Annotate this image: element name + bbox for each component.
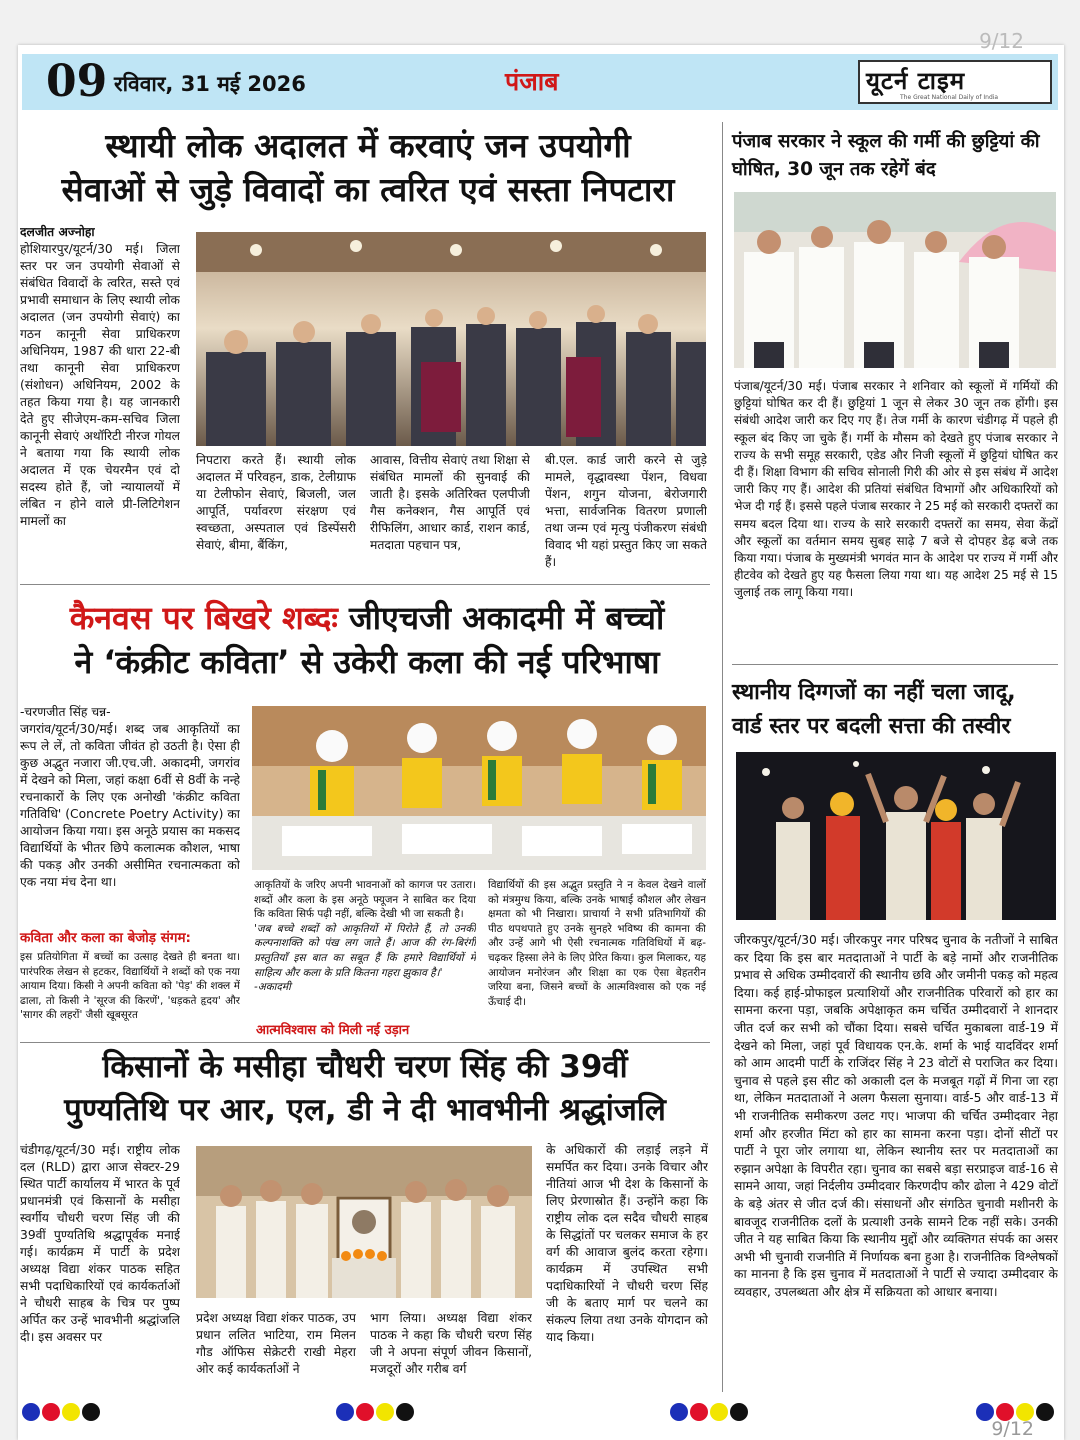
article3-text-1: चंडीगढ़/यूटर्न/30 मई। राष्ट्रीय लोक दल (RLD) द्वारा आज सेक्टर-29 स्थित पार्टी कार्यालय में भारत के पूर्व प्रधानमंत्री एवं किसानों के मसीहा स्वर्गीय चौधरी चरण सिंह जी की 39वीं पुण्यतिथि श्रद्धापूर्वक मनाई गई। कार्यक्रम में पार्टी के प्रदेश अध्यक्ष विद्या शंकर पाठक सहित सभी पदाधिकारियों एवं कार्यकर्ताओं ने चौधरी साहब के चित्र पर पुष्प अर्पित कर उन्हें भावभीनी श्रद्धांजलि दी। इस अवसर पर xyxy=(20,1143,180,1344)
black-dot-icon xyxy=(82,1403,100,1421)
article4-headline-line2: घोषित, 30 जून तक रहेगें बंद xyxy=(732,159,936,180)
article-separator-right xyxy=(732,664,1058,665)
article2-headline-line2: ने ‘कंक्रीट कविता’ से उकेरी कला की नई परिभाषा xyxy=(74,643,660,681)
page-number: 09 xyxy=(46,56,108,107)
yellow-dot-icon xyxy=(376,1403,394,1421)
article2-subhead: कविता और कला का बेजोड़ संगम: xyxy=(20,930,191,946)
article2-quote: 'जब बच्चे शब्दों को आकृतियों में पिरोते हैं, तो उनकी कल्पनाशक्ति को पंख लग जाते हैं। आज की रंग-बिरंगी प्रस्तुतियाँ इस बात का सबूत हैं कि हमारे विद्यार्थियों में साहित्य और कला के प्रति कितना गहरा झुकाव है।' xyxy=(254,922,476,979)
black-dot-icon xyxy=(1036,1403,1054,1421)
article1-col3 xyxy=(370,452,530,578)
article2-headline xyxy=(22,596,712,684)
article3-headline-line2: पुण्यतिथि पर आर, एल, डी ने दी भावभीनी श्रद्धांजलि xyxy=(64,1092,666,1128)
blue-dot-icon xyxy=(670,1403,688,1421)
page-counter-top: 9/12 xyxy=(979,29,1024,53)
article1-photo xyxy=(196,232,706,446)
yellow-dot-icon xyxy=(710,1403,728,1421)
issue-date: रविवार, 31 मई 2026 xyxy=(114,72,306,96)
red-dot-icon xyxy=(356,1403,374,1421)
yellow-dot-icon xyxy=(62,1403,80,1421)
article2-headline-rest: जीएचजी अकादमी में बच्चों xyxy=(348,599,665,637)
blue-dot-icon xyxy=(22,1403,40,1421)
article2-text-1b: इस प्रतियोगिता में बच्चों का उत्साह देखते ही बनता था। पारंपरिक लेखन से हटकर, विद्यार्थियों ने शब्दों को एक नया आयाम दिया। किसी ने अपनी कविता को 'पेड़' की शक्ल में ढाला, तो किसी ने 'सूरज की किरणें', 'धड़कते हृदय' और 'सागर की लहरों' जैसी खूबसूरत xyxy=(20,951,240,1022)
classroom-image xyxy=(252,706,706,870)
registration-marks-3 xyxy=(670,1403,748,1421)
article1-col1 xyxy=(20,224,180,576)
article1-col4 xyxy=(545,452,707,578)
election-celebration-image xyxy=(736,752,1056,920)
article2-text-1: जगरांव/यूटर्न/30/मई। शब्द जब आकृतियों का रूप ले लें, तो कविता जीवंत हो उठती है। ऐसा ही कुछ अद्भुत नजारा जी.एच.जी. अकादमी, जगरांव में देखने को मिला, जहां कक्षा 6वीं से 8वीं के नन्हे रचनाकारों के लिए एक अनोखी 'कंक्रीट कविता गतिविधि' (Concrete Poetry Activity) का आयोजन किया गया। इस अनूठे प्रयास का मकसद विद्यार्थियों के भीतर छिपे कलात्मक कौशल, भाषा की पकड़ और उनकी असीमित रचनात्मकता को एक नया मंच देना था। xyxy=(20,722,240,889)
article2-col1b xyxy=(20,950,240,1042)
article3-text-2: प्रदेश अध्यक्ष विद्या शंकर पाठक, उप प्रधान ललित भाटिया, राम मिलन गौड ऑफिस सेक्रेटरी राखी मेहरा ओर कई कार्यकर्ताओं ने xyxy=(196,1311,356,1376)
article3-col1 xyxy=(20,1142,180,1392)
article3-headline xyxy=(20,1046,710,1132)
article1-byline: दलजीत अज्नोहा xyxy=(20,225,95,239)
article2-photo xyxy=(252,706,706,870)
logo-tagline: The Great National Daily of India xyxy=(900,94,999,101)
article5-headline-line2: वार्ड स्तर पर बदली सत्ता की तस्वीर xyxy=(732,714,1011,739)
registration-marks-2 xyxy=(336,1403,414,1421)
article-separator xyxy=(20,584,710,585)
article4-headline xyxy=(732,128,1057,184)
article2-col3 xyxy=(488,878,706,1038)
article3-text-4: के अधिकारों की लड़ाई लड़ने में समर्पित कर दिया। उनके विचार और नीतियां आज भी देश के किसानों के लिए प्रेरणास्रोत हैं। उन्होंने कहा कि राष्ट्रीय लोक दल सदैव चौधरी साहब के सिद्धांतों पर चलकर समाज के हर वर्ग की आवाज बुलंद करता रहेगा। कार्यक्रम में उपस्थित सभी पदाधिकारियों ने चौधरी चरण सिंह जी के बताए मार्ग पर चलने का संकल्प लिया तथा उनके योगदान को याद किया। xyxy=(546,1143,708,1344)
section-title: पंजाब xyxy=(505,67,559,96)
article3-col2 xyxy=(196,1310,356,1392)
article2-headline-line1 xyxy=(22,596,712,640)
column-divider xyxy=(722,122,723,1392)
article2-text-2: आकृतियों के जरिए अपनी भावनाओं को कागज पर उतारा। शब्दों और कला के इस अनूठे फ्यूजन ने साबित कर दिया कि कविता सिर्फ पढ़ी नहीं, बल्कि देखी भी जा सकती है। xyxy=(254,879,476,921)
logo-text: यूटर्न टाइम xyxy=(866,67,966,95)
article1-col2 xyxy=(196,452,356,578)
article3-col4 xyxy=(546,1142,708,1392)
article1-text-4: बी.एल. कार्ड जारी करने से जुड़े मामले, वृद्धावस्था पेंशन, विधवा पेंशन, शगुन योजना, बेरोजगारी भत्ता, सार्वजनिक वितरण प्रणाली तथा जन्म एवं मृत्यु पंजीकरण संबंधी विवाद भी यहां प्रस्तुत किए जा सकते हैं। xyxy=(545,453,707,569)
red-dot-icon xyxy=(42,1403,60,1421)
article5-headline-line1: स्थानीय दिग्गजों का नहीं चला जादू, xyxy=(732,680,1016,705)
article4-text: पंजाब/यूटर्न/30 मई। पंजाब सरकार ने शनिवार को स्कूलों में गर्मियों की छुट्टियां घोषित कर दी हैं। छुट्टियां 1 जून से लेकर 30 जून तक होंगी। इस संबंधी आदेश जारी कर दिए गए हैं। तेज गर्मी के कारण चंडीगढ़ में पहले ही स्कूल बंद किए जा चुके हैं। गर्मी के मौसम को देखते हुए पंजाब सरकार ने राज्य के सभी समूह सरकारी, एडेड और निजी स्कूलों में छुट्टियां घोषित कर दी हैं। शिक्षा विभाग की सचिव सोनाली गिरी की ओर से इस संबंध में आदेश जारी किए गए हैं। आदेश की प्रतियां संबंधित विभागों और अधिकारियों को भेज दी गई हैं। इससे पहले पंजाब सरकार ने 25 मई को सरकारी दफ्तरों का समय बदल दिया था। राज्य के सारे सरकारी दफ्तरों का समय, सेवा केंद्रों और स्कूलों का वर्तमान समय सुबह साढ़े 7 बजे से दोपहर डेढ़ बजे तक किया गया। पंजाब के मुख्यमंत्री भगवंत मान के आदेश पर राज्य में गर्मी और हीटवेव को देखते हुए यह फैसला लिया गया था। यह आदेश 25 मई से 15 जुलाई तक लागू किया गया। xyxy=(734,379,1058,600)
red-dot-icon xyxy=(690,1403,708,1421)
masthead-logo xyxy=(858,60,1052,104)
article1-headline-line2: सेवाओं से जुड़े विवादों का त्वरित एवं सस्ता निपटारा xyxy=(61,170,675,209)
article4-photo xyxy=(734,192,1056,368)
article2-subhead2: आत्मविश्वास को मिली नई उड़ान xyxy=(256,1023,410,1038)
students-umbrella-image xyxy=(734,192,1056,368)
article2-text-3: विद्यार्थियों की इस अद्भुत प्रस्तुति ने न केवल देखने वालों को मंत्रमुग्ध किया, बल्कि उनके भाषाई कौशल और लेखन क्षमता को भी निखारा। प्राचार्या ने सभी प्रतिभागियों की पीठ थपथपाते हुए उनके सुनहरे भविष्य की कामना की और उन्हें आगे भी ऐसी रचनात्मक गतिविधियों में बढ़-चढ़कर हिस्सा लेने के लिए प्रेरित किया। कुल मिलाकर, यह आयोजन मनोरंजन और शिक्षा का एक ऐसा बेहतरीन जरिया बना, जिसने बच्चों के आत्मविश्वास को एक नई ऊँचाई दी। xyxy=(488,879,706,1008)
article4-body xyxy=(734,378,1058,656)
blue-dot-icon xyxy=(336,1403,354,1421)
article3-photo xyxy=(196,1146,532,1298)
article1-text-2: निपटारा करते हैं। स्थायी लोक अदालत में परिवहन, डाक, टेलीग्राफ या टेलीफोन सेवाएं, बिजली, जल आपूर्ति, पर्यावरण संरक्षण एवं स्वच्छता, अस्पताल एवं डिस्पेंसरी सेवाएं, बीमा, बैंकिंग, xyxy=(196,453,356,552)
article5-body xyxy=(734,932,1058,1390)
article2-headline-kicker: कैनवस पर बिखरे शब्दः xyxy=(69,599,338,637)
page-counter-bottom: 9/12 xyxy=(991,1418,1034,1440)
tribute-gathering-image xyxy=(196,1146,532,1298)
article-separator-2 xyxy=(20,1042,710,1043)
article1-headline-line1: स्थायी लोक अदालत में करवाएं जन उपयोगी xyxy=(105,126,631,165)
article2-col2 xyxy=(254,878,476,1028)
article5-text: जीरकपुर/यूटर्न/30 मई। जीरकपुर नगर परिषद चुनाव के नतीजों ने साबित कर दिया कि इस बार मतदाताओं ने पार्टी के बड़े नामों और राजनीतिक प्रभाव से अधिक उम्मीदवारों की स्थानीय छवि और जमीनी पकड़ को महत्व दिया। कई हाई-प्रोफाइल प्रत्याशियों और राजनीतिक परिवारों को हार का सामना करना पड़ा, जबकि अपेक्षाकृत कम चर्चित उम्मीदवारों ने शानदार जीत दर्ज कर सभी को चौंका दिया। सबसे चर्चित मुकाबला वार्ड-19 में देखने को मिला, जहां पूर्व विधायक एन.के. शर्मा के भाई यादविंदर शर्मा को आम आदमी पार्टी के राजिंदर सिंह ने 23 वोटों से पराजित कर दिया। चुनाव से पहले इस सीट को अकाली दल के मजबूत गढ़ों में गिना जा रहा था, लेकिन मतदाताओं ने अलग फैसला सुनाया। वार्ड-5 और वार्ड-13 में भी राजनीतिक समीकरण उलट गए। भाजपा की चर्चित उम्मीदवार नेहा शर्मा और हरजीत मिंटा को हार का सामना करना पड़ा। दोनों सीटों पर पार्टी ने पूरा जोर लगाया था, लेकिन स्थानीय स्तर पर मतदाताओं का रुझान अपेक्षा के विपरीत रहा। चुनाव का सबसे बड़ा सरप्राइज वार्ड-16 से सामने आया, जहां निर्दलीय उम्मीदवार किरणदीप कौर ढोला ने 429 वोटों के बड़े अंतर से जीत दर्ज की। संसाधनों और संगठित चुनावी मशीनरी के बावजूद राजनीतिक दलों के प्रत्याशी उनके सामने टिक नहीं सके। उनकी जीत ने यह साबित किया कि स्थानीय मुद्दों और व्यक्तिगत संपर्क का असर अभी भी चुनावी राजनीति में निर्णायक बना हुआ है। राजनीतिक विश्लेषकों का मानना है कि इस चुनाव में मतदाताओं ने पार्टी से ज्यादा उम्मीदवार के व्यवहार, उपलब्धता और क्षेत्र में सक्रियता को आधार बनाया। xyxy=(734,933,1058,1299)
article3-text-3: भाग लिया। अध्यक्ष विद्या शंकर पाठक ने कहा कि चौधरी चरण सिंह जी ने अपना संपूर्ण जीवन किसानों, मजदूरों और गरीब वर्ग xyxy=(370,1311,532,1376)
article2-quote-by: -अकादमी xyxy=(254,981,291,994)
article1-text-1: होशियारपुर/यूटर्न/30 मई। जिला स्तर पर जन उपयोगी सेवाओं से संबंधित विवादों के त्वरित, सस्ते एवं प्रभावी समाधान के लिए स्थायी लोक अदालत (जन उपयोगी सेवाएं) का गठन कानूनी सेवा प्राधिकरण अधिनियम, 1987 की धारा 22-बी तथा कानूनी सेवा प्राधिकरण (संशोधन) अधिनियम, 2002 के तहत किया गया है। यह जानकारी देते हुए सीजेएम-कम-सचिव जिला कानूनी सेवाएं अथॉरिटी नीरज गोयल ने बताया गया कि स्थायी लोक अदालत में एक चेयरमैन एवं दो सदस्य होते हैं, जो न्यायालयों में लंबित न होने वाले प्री-लिटिगेशन मामलों का xyxy=(20,242,180,528)
article5-headline xyxy=(732,676,1058,744)
article2-byline: -चरणजीत सिंह चन्न- xyxy=(20,705,111,719)
article2-col1 xyxy=(20,704,240,926)
conference-hall-image xyxy=(196,232,706,446)
article5-photo xyxy=(736,752,1056,920)
article3-headline-line1: किसानों के मसीहा चौधरी चरण सिंह की 39वीं xyxy=(102,1049,628,1085)
article1-text-3: आवास, वित्तीय सेवाएं तथा शिक्षा से संबंधित मामलों की सुनवाई की जाती है। इसके अतिरिक्त एलपीजी गैस कनेक्शन, गैस आपूर्ति एवं रीफिलिंग, आधार कार्ड, राशन कार्ड, मतदाता पहचान पत्र, xyxy=(370,453,530,552)
black-dot-icon xyxy=(730,1403,748,1421)
black-dot-icon xyxy=(396,1403,414,1421)
registration-marks-1 xyxy=(22,1403,100,1421)
article1-headline xyxy=(28,124,708,212)
article3-col3 xyxy=(370,1310,532,1392)
article4-headline-line1: पंजाब सरकार ने स्कूल की गर्मी की छुट्टियां की xyxy=(732,131,1040,152)
